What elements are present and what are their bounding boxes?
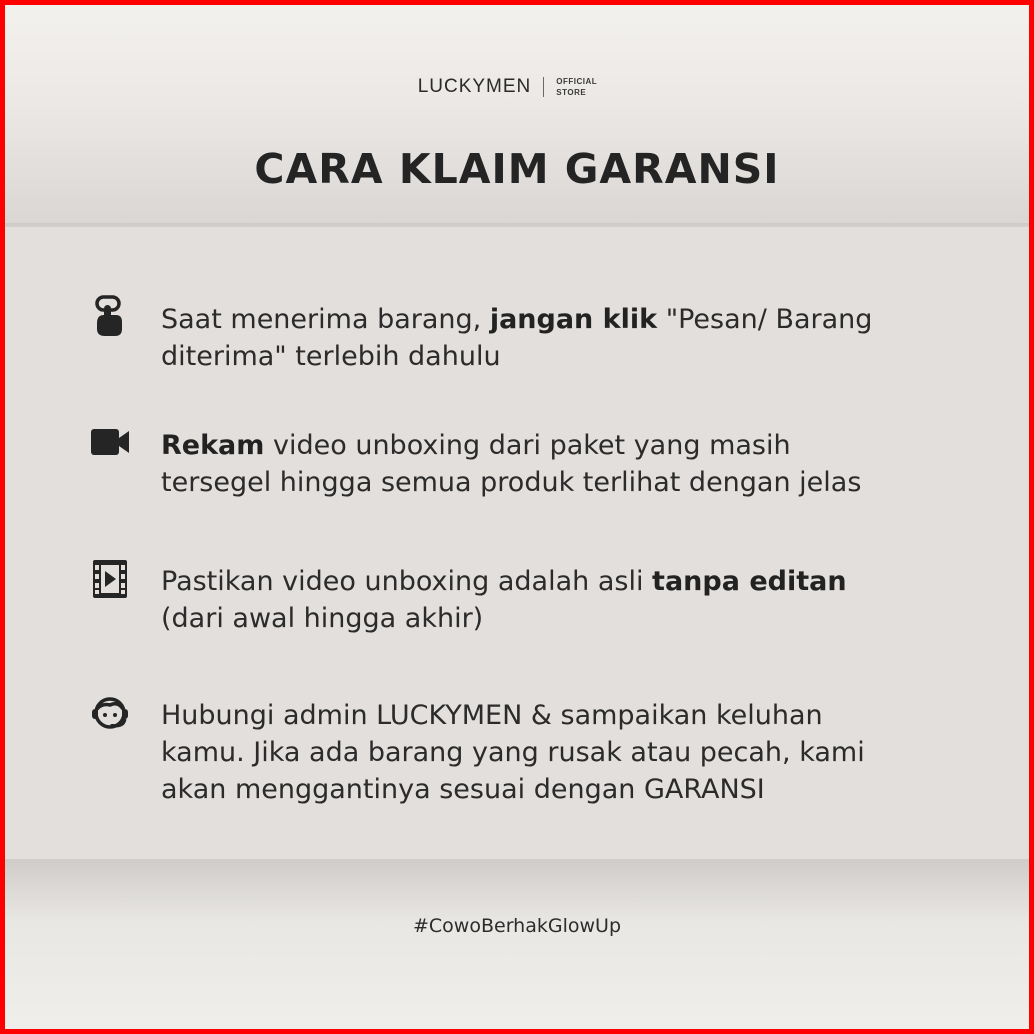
film-play-icon [88,557,132,601]
brand-name: LUCKYMEN [417,76,532,97]
step-text-3: Pastikan video unboxing adalah asli tanpa editan (dari awal hingga akhir) [161,566,847,634]
support-agent-icon [88,691,132,735]
step-text-2: Rekam video unboxing dari paket yang masih tersegel hingga semua produk terlihat dengan jelas [161,430,862,498]
step-text-4: Hubungi admin LUCKYMEN & sampaikan keluhan kamu. Jika ada barang yang rusak atau pecah, kami akan menggantinya sesuai dengan GARANSI [161,700,865,805]
tap-hand-icon [88,295,132,339]
header [5,5,1029,227]
step-text-1: Saat menerima barang, jangan klik "Pesan/ Barang diterima" terlebih dahulu [161,304,873,372]
step-item-2 [88,427,968,501]
page-title: CARA KLAIM GARANSI [254,145,780,193]
video-camera-icon [88,421,132,465]
step-item-4 [88,697,968,808]
store-label [556,76,616,98]
store-label-line1: OFFICIAL [556,77,598,86]
logo-divider [543,77,544,97]
step-item-1 [88,301,968,375]
step-item-3 [88,563,968,637]
footer [5,859,1029,1034]
hashtag: #CowoBerhakGlowUp [413,915,621,937]
store-label-line2: STORE [556,88,587,97]
brand-logo [5,71,1029,103]
